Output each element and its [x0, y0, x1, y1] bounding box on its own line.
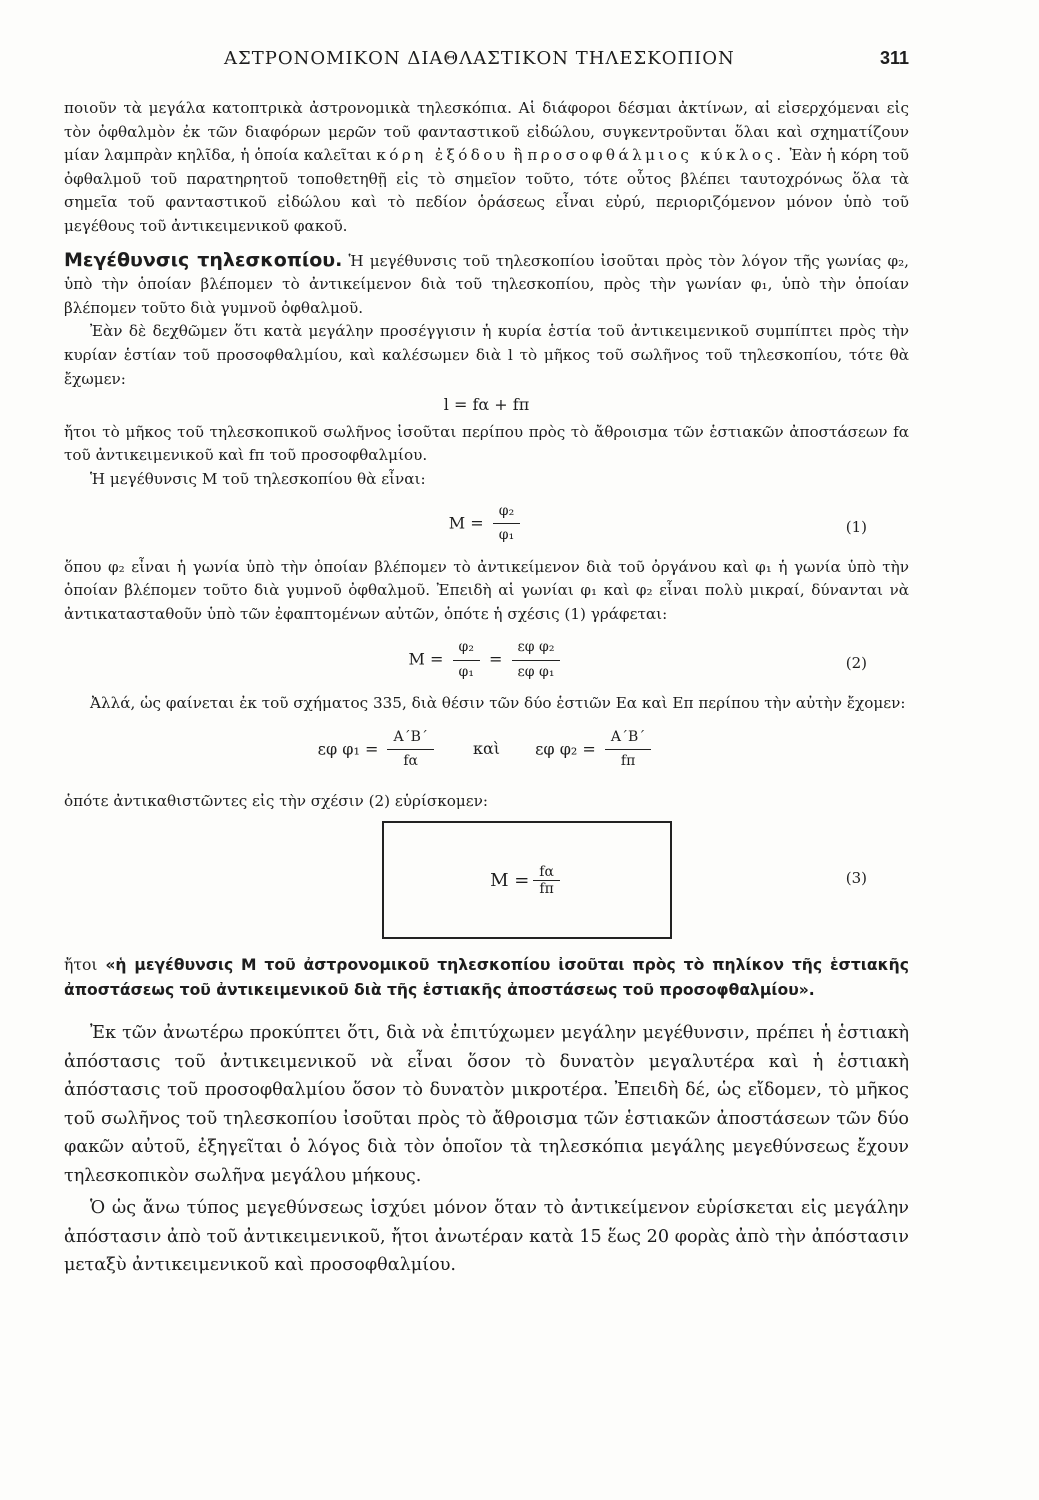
equation-1: M = $\frac{\text{φ₂}}{\text{φ₁}}$ (1): [64, 500, 909, 556]
term-exit-pupil: κόρη ἐξόδου: [376, 146, 509, 165]
paragraph-focus: Ἐὰν δὲ δεχθῶμεν ὅτι κατὰ μεγάλην προσέγγισιν ἡ κυρία ἑστία τοῦ ἀντικειμενικοῦ συμπίπτει πρὸς τὴν κυρίαν ἑστίαν τοῦ προσοφθαλμίου, καὶ καλέσωμεν διὰ l τὸ μῆκος τοῦ σωλῆνος τοῦ τηλεσκοπίου, τότε θὰ ἔχωμεν:: [64, 322, 909, 388]
paragraph-magnification-intro: Ἡ μεγέθυνσις Μ τοῦ τηλεσκοπίου θὰ εἶναι:: [90, 469, 426, 488]
boxed-equation: [64, 821, 909, 943]
paragraph-substitution: ὁπότε ἀντικαθιστῶντες εἰς τὴν σχέσιν (2) εὑρίσκομεν:: [64, 791, 489, 810]
equation-label: (2): [845, 654, 867, 673]
term-eyepiece-circle: προσοφθάλμιος κύκλος.: [527, 146, 785, 165]
paragraph-angles: ὅπου φ₂ εἶναι ἡ γωνία ὑπὸ τὴν ὁποίαν βλέπομεν τὸ ἀντικείμενον διὰ τοῦ ὀργάνου καὶ φ₁ ἡ γωνία ὑπὸ τὴν ὁποίαν βλέπομεν τοῦτο διὰ γυμνοῦ ὀφθαλμοῦ. Ἐπειδὴ αἱ γωνίαι φ₁ καὶ φ₂ εἶναι πολὺ μικραί, δύνανται νὰ ἀντικατασταθοῦν ὑπὸ τῶν ἐφαπτομένων αὐτῶν, ὁπότε ἡ σχέσις (1) γράφεται:: [64, 557, 909, 623]
section-heading: Μεγέθυνσις τηλεσκοπίου.: [64, 248, 343, 271]
paragraph-tube-length: ἤτοι τὸ μῆκος τοῦ τηλεσκοπικοῦ σωλῆνος ἰσοῦται περίπου πρὸς τὸ ἄθροισμα τῶν ἑστιακῶν ἀποστάσεων fα τοῦ ἀντικειμενικοῦ καὶ fπ τοῦ προσοφθαλμίου.: [64, 422, 909, 465]
paragraph-rule: ἤτοι «ἡ μεγέθυνσις Μ τοῦ ἀστρονομικοῦ τηλεσκοπίου ἰσοῦται πρὸς τὸ πηλίκον τῆς ἑστιακῆς ἀποστάσεως τοῦ ἀντικειμενικοῦ διὰ τῆς ἑστιακῆς ἀποστάσεως τοῦ προσοφθαλμίου».: [64, 956, 909, 1000]
page: [64, 48, 909, 1280]
equation-length: l = fα + fπ: [443, 395, 530, 415]
equation-tangents: εφ φ₁ = $\frac{A΄B΄}{f\alpha}$ καὶ εφ φ₂ = $\frac{A΄B΄}{f\pi}$: [64, 726, 909, 782]
paragraph-figure-ref: Ἀλλά, ὡς φαίνεται ἐκ τοῦ σχήματος 335, διὰ θέσιν τῶν δύο ἑστιῶν Εα καὶ Επ περίπου τὴν αὐτὴν ἔχομεν:: [90, 694, 906, 713]
formula-box: M = $\frac{f\alpha}{f\pi}$: [382, 821, 672, 939]
equation-label: (1): [845, 517, 867, 536]
page-header: [224, 48, 909, 69]
paragraph-magnification-def: Μεγέθυνσις τηλεσκοπίου. Ἡ μεγέθυνσις τοῦ τηλεσκοπίου ἰσοῦται πρὸς τὸν λόγον τῆς γωνίας φ₂, ὑπὸ τὴν ὁποίαν βλέπομεν τὸ ἀντικείμενον διὰ τοῦ τηλεσκοπίου, πρὸς τὴν γωνίαν φ₁, ὑπὸ τὴν ὁποίαν βλέπομεν τοῦτο διὰ γυμνοῦ ὀφθαλμοῦ.: [64, 248, 909, 317]
running-title: ΑΣΤΡΟΝΟΜΙΚΟΝ ΔΙΑΘΛΑΣΤΙΚΟΝ ΤΗΛΕΣΚΟΠΙΟΝ: [224, 48, 735, 69]
paragraph-conclusion: Ἐκ τῶν ἀνωτέρω προκύπτει ὅτι, διὰ νὰ ἐπιτύχωμεν μεγάλην μεγέθυνσιν, πρέπει ἡ ἑστιακὴ ἀπόστασις τοῦ ἀντικειμενικοῦ νὰ εἶναι ὅσον τὸ δυνατὸν μεγαλυτέρα καὶ ἡ ἑστιακὴ ἀπόστασις τοῦ προσοφθαλμίου ὅσον τὸ δυνατὸν μικροτέρα. Ἐπειδὴ δέ, ὡς εἴδομεν, τὸ μῆκος τοῦ σωλῆνος τοῦ τηλεσκοπίου ἰσοῦται πρὸς τὸ ἄθροισμα τῶν ἑστιακῶν ἀποστάσεων τῶν δύο φακῶν αὐτοῦ, ἐξηγεῖται ὁ λόγος διὰ τὸν ὁποῖον τὰ τηλεσκόπια μεγάλης μεγεθύνσεως ἔχουν τηλεσκοπικὸν σωλῆνα μεγάλου μήκους.: [64, 1023, 909, 1186]
equation-label: (3): [845, 869, 867, 888]
body-text: [64, 97, 909, 813]
equation-2: M = $\frac{\text{φ₂}}{\text{φ₁}}$ = $\frac{\text{εφ φ₂}}{\text{εφ φ₁}}$ (2): [64, 636, 909, 692]
paragraph-exit-pupil: ποιοῦν τὰ μεγάλα κατοπτρικὰ ἀστρονομικὰ τηλεσκόπια. Αἱ διάφοροι δέσμαι ἀκτίνων, αἱ εἰσερχόμεναι εἰς τὸν ὀφθαλμὸν ἐκ τῶν διαφόρων μερῶν τοῦ φανταστικοῦ εἰδώλου, συγκεντροῦνται ὅλαι καὶ σχηματίζουν μίαν λαμπρὰν κηλῖδα, ἡ ὁποία καλεῖται κόρη ἐξόδου ἢ προσοφθάλμιος κύκλος. Ἐὰν ἡ κόρη τοῦ ὀφθαλμοῦ τοῦ παρατηρητοῦ τοποθετηθῇ εἰς τὸ σημεῖον τοῦτο, τότε οὗτος βλέπει ταυτοχρόνως ὅλα τὰ σημεῖα τοῦ φανταστικοῦ εἰδώλου καὶ τὸ πεδίον ὁράσεως εἶναι εὐρύ, περιοριζόμενον μόνον ὑπὸ τοῦ μεγέθους τοῦ ἀντικειμενικοῦ φακοῦ.: [64, 99, 910, 235]
page-number: 311: [879, 48, 909, 68]
paragraph-validity: Ὁ ὡς ἄνω τύπος μεγεθύνσεως ἰσχύει μόνον ὅταν τὸ ἀντικείμενον εὑρίσκεται εἰς μεγάλην ἀπόστασιν ἀπὸ τοῦ ἀντικειμενικοῦ, ἤτοι ἀνωτέραν κατὰ 15 ἕως 20 φορὰς ἀπὸ τὴν ἀπόστασιν μεταξὺ ἀντικειμενικοῦ καὶ προσοφθαλμίου.: [64, 1198, 909, 1276]
